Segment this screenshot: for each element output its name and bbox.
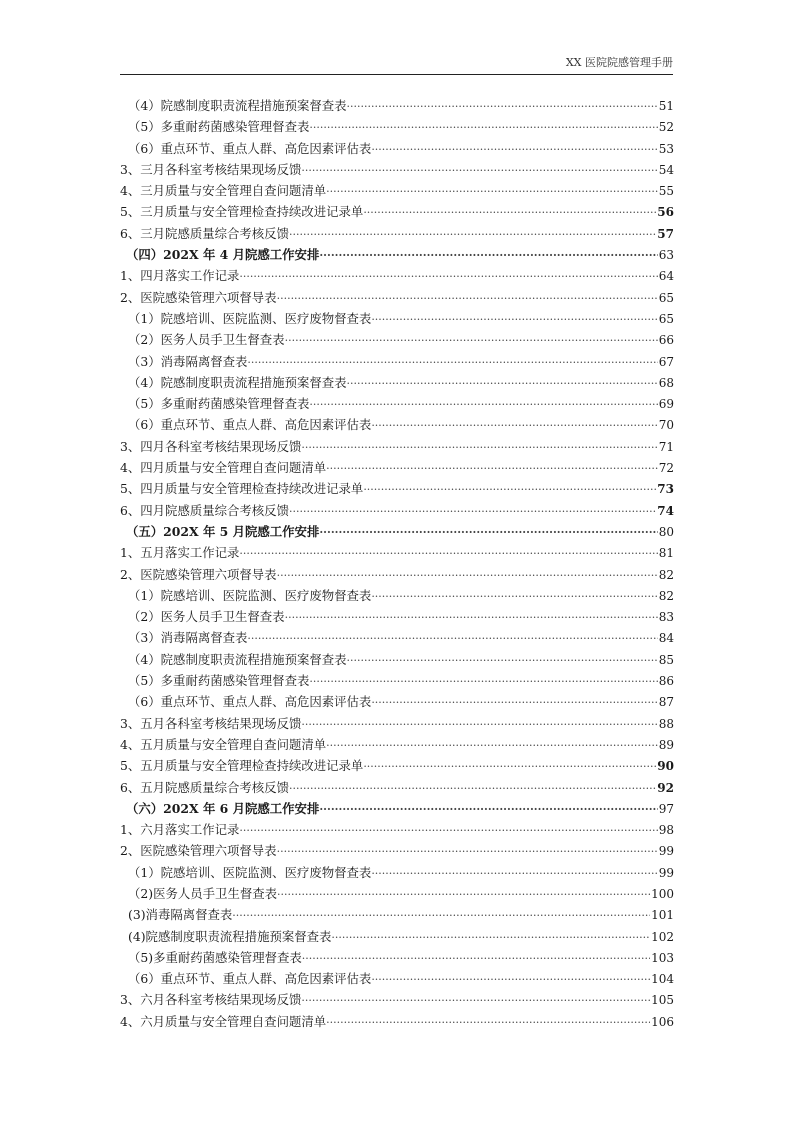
toc-entry[interactable] [120,586,674,607]
toc-entry[interactable] [120,330,674,351]
toc-entry-label: 6、三月院感质量综合考核反馈 [120,225,289,241]
toc-dot-leader [363,483,656,496]
toc-entry[interactable] [120,139,674,160]
toc-entry[interactable] [120,437,674,458]
toc-page-number: 57 [657,226,674,241]
toc-dot-leader [326,1016,650,1029]
toc-entry[interactable] [120,458,674,479]
toc-entry-label: 2、医院感染管理六项督导表 [120,843,277,859]
toc-page-number: 81 [658,546,674,561]
toc-dot-leader [371,973,650,986]
toc-dot-leader [285,334,658,347]
toc-page-number: 103 [651,950,674,965]
toc-dot-leader [285,611,658,624]
toc-entry-label: （2）医务人员手卫生督查表 [128,332,285,348]
toc-page-number: 98 [658,823,674,838]
toc-entry[interactable] [120,735,674,756]
toc-entry[interactable] [120,543,674,564]
toc-entry-label: 6、四月院感质量综合考核反馈 [120,502,289,518]
toc-entry-label: （1）院感培训、医院监测、医疗废物督查表 [128,587,372,603]
toc-dot-leader [363,206,656,219]
toc-dot-leader [326,739,658,752]
toc-dot-leader [239,547,657,560]
toc-dot-leader [319,526,657,539]
toc-entry-label: 2、医院感染管理六项督导表 [120,289,277,305]
toc-page-number: 72 [658,461,674,476]
toc-entry-label: 1、五月落实工作记录 [120,545,240,561]
toc-dot-leader [302,952,650,965]
toc-entry-label: （2)医务人员手卫生督查表 [128,885,278,901]
toc-entry[interactable] [120,778,674,799]
toc-entry[interactable] [120,799,674,820]
toc-dot-leader [301,718,657,731]
toc-page-number: 106 [651,1014,674,1029]
toc-entry[interactable] [120,990,674,1011]
toc-dot-leader [289,505,656,518]
toc-dot-leader [319,249,657,262]
toc-page-number: 54 [658,162,674,177]
toc-entry[interactable] [120,948,674,969]
toc-entry[interactable] [120,415,674,436]
toc-entry-label: （2）医务人员手卫生督查表 [128,609,285,625]
toc-page-number: 65 [658,311,674,326]
toc-entry[interactable] [120,905,674,926]
toc-page-number: 82 [658,567,674,582]
toc-entry-label: 3、三月各科室考核结果现场反馈 [120,161,302,177]
toc-dot-leader [371,590,657,603]
toc-page-number: 88 [658,716,674,731]
toc-dot-leader [371,867,657,880]
toc-dot-leader [301,164,657,177]
toc-entry-label: （1）院感培训、医院监测、医疗废物督查表 [128,310,372,326]
toc-dot-leader [232,909,650,922]
toc-page-number: 85 [658,652,674,667]
toc-page-number: 102 [651,929,674,944]
toc-entry[interactable] [120,927,674,948]
toc-entry[interactable] [120,756,674,777]
toc-entry[interactable] [120,820,674,841]
toc-dot-leader [331,931,650,944]
toc-entry-label: （5）多重耐药菌感染管理督查表 [128,119,310,135]
toc-entry[interactable] [120,692,674,713]
toc-page-number: 67 [658,354,674,369]
toc-dot-leader [301,441,657,454]
toc-entry-label: 4、五月质量与安全管理自查问题清单 [120,736,327,752]
toc-entry[interactable] [120,373,674,394]
toc-dot-leader [371,143,657,156]
toc-entry[interactable] [120,160,674,181]
toc-page-number: 73 [657,482,674,497]
toc-dot-leader [371,696,657,709]
toc-entry-label: （3）消毒隔离督查表 [128,630,248,646]
toc-entry[interactable] [120,394,674,415]
toc-entry-label: （六）202X 年 6 月院感工作安排 [126,800,320,816]
toc-page-number: 101 [651,908,674,923]
toc-page-number: 64 [658,269,674,284]
toc-entry-label: 5、三月质量与安全管理检查持续改进记录单 [120,204,364,220]
toc-entry[interactable] [120,501,674,522]
toc-page-number: 63 [658,248,674,263]
toc-entry[interactable] [120,884,674,905]
toc-dot-leader [371,313,657,326]
toc-entry-label: （5)多重耐药菌感染管理督查表 [128,949,302,965]
toc-entry-label: 1、六月落实工作记录 [120,822,240,838]
toc-entry-label: （6）重点环节、重点人群、高危因素评估表 [128,694,372,710]
toc-entry-label: （五）202X 年 5 月院感工作安排 [126,523,320,539]
toc-dot-leader [326,185,658,198]
page-header [120,52,673,75]
toc-entry-label: (3)消毒隔离督查表 [128,907,233,923]
toc-page-number: 104 [651,972,674,987]
toc-entry[interactable] [120,714,674,735]
toc-entry[interactable] [120,309,674,330]
toc-page-number: 100 [651,886,674,901]
header-title: XX 医院院感管理手册 [565,56,673,69]
toc-entry-label: 5、四月质量与安全管理检查持续改进记录单 [120,481,364,497]
toc-dot-leader [301,994,650,1007]
toc-entry[interactable] [120,266,674,287]
toc-entry-label: （3）消毒隔离督查表 [128,353,248,369]
toc-page-number: 99 [658,844,674,859]
toc-entry-label: 5、五月质量与安全管理检查持续改进记录单 [120,758,364,774]
toc-dot-leader [347,377,658,390]
toc-entry-label: 1、四月落实工作记录 [120,268,240,284]
toc-entry-label: （5）多重耐药菌感染管理督查表 [128,396,310,412]
toc-page-number: 70 [658,418,674,433]
toc-dot-leader [247,356,657,369]
toc-dot-leader [309,121,657,134]
toc-entry-label: （6）重点环节、重点人群、高危因素评估表 [128,417,372,433]
toc-dot-leader [277,292,658,305]
toc-entry-label: 4、四月质量与安全管理自查问题清单 [120,460,327,476]
toc-dot-leader [239,824,657,837]
toc-dot-leader [247,632,657,645]
table-of-contents [120,96,674,1033]
toc-entry-label: 6、五月院感质量综合考核反馈 [120,779,289,795]
toc-entry[interactable] [120,607,674,628]
toc-dot-leader [289,782,656,795]
toc-page-number: 55 [658,184,674,199]
toc-entry-label: (4)院感制度职责流程措施预案督查表 [128,928,332,944]
toc-entry[interactable] [120,671,674,692]
toc-entry-label: 3、四月各科室考核结果现场反馈 [120,438,302,454]
toc-entry-label: （4）院感制度职责流程措施预案督查表 [128,651,347,667]
toc-entry-label: （5）多重耐药菌感染管理督查表 [128,673,310,689]
toc-page-number: 52 [658,120,674,135]
toc-entry-label: 4、三月质量与安全管理自查问题清单 [120,183,327,199]
toc-page-number: 68 [658,375,674,390]
toc-page-number: 99 [658,865,674,880]
toc-dot-leader [309,398,657,411]
toc-dot-leader [363,760,656,773]
toc-page-number: 74 [657,503,674,518]
toc-entry[interactable] [120,202,674,223]
toc-page-number: 87 [658,695,674,710]
toc-entry[interactable] [120,863,674,884]
toc-entry[interactable] [120,181,674,202]
toc-page-number: 69 [658,397,674,412]
toc-dot-leader [319,803,657,816]
toc-entry-label: （6）重点环节、重点人群、高危因素评估表 [128,140,372,156]
toc-entry-label: 3、六月各科室考核结果现场反馈 [120,992,302,1008]
toc-page-number: 71 [658,439,674,454]
toc-dot-leader [326,462,658,475]
toc-entry[interactable] [120,224,674,245]
toc-dot-leader [277,888,650,901]
toc-page-number: 83 [658,610,674,625]
toc-dot-leader [289,228,656,241]
toc-page-number: 65 [658,290,674,305]
toc-page-number: 86 [658,674,674,689]
toc-page-number: 82 [658,588,674,603]
toc-entry[interactable] [120,288,674,309]
toc-page-number: 80 [658,524,674,539]
toc-entry[interactable] [120,479,674,500]
toc-entry-label: （4）院感制度职责流程措施预案督查表 [128,374,347,390]
toc-dot-leader [347,654,658,667]
toc-entry-label: （四）202X 年 4 月院感工作安排 [126,247,320,263]
toc-entry-label: （6）重点环节、重点人群、高危因素评估表 [128,971,372,987]
toc-page-number: 53 [658,141,674,156]
toc-dot-leader [371,419,657,432]
toc-entry-label: 3、五月各科室考核结果现场反馈 [120,715,302,731]
toc-entry[interactable] [120,841,674,862]
toc-dot-leader [347,100,658,113]
toc-entry[interactable] [120,96,674,117]
toc-page-number: 84 [658,631,674,646]
toc-page-number: 105 [651,993,674,1008]
toc-page-number: 66 [658,333,674,348]
toc-entry[interactable] [120,650,674,671]
toc-entry[interactable] [120,969,674,990]
toc-page-number: 56 [657,205,674,220]
toc-dot-leader [309,675,657,688]
toc-page-number: 90 [657,759,674,774]
toc-entry-label: 2、医院感染管理六项督导表 [120,566,277,582]
toc-entry[interactable] [120,628,674,649]
toc-dot-leader [277,845,658,858]
toc-entry-label: （4）院感制度职责流程措施预案督查表 [128,98,347,113]
toc-page-number: 51 [658,99,674,113]
toc-dot-leader [239,270,657,283]
toc-entry[interactable] [120,245,674,266]
toc-page-number: 97 [658,801,674,816]
toc-entry[interactable] [120,565,674,586]
toc-entry[interactable] [120,522,674,543]
toc-entry[interactable] [120,1012,674,1033]
toc-page-number: 89 [658,737,674,752]
toc-entry-label: （1）院感培训、医院监测、医疗废物督查表 [128,864,372,880]
toc-page-number: 92 [657,780,674,795]
toc-entry[interactable] [120,352,674,373]
toc-entry-label: 4、六月质量与安全管理自查问题清单 [120,1013,327,1029]
toc-dot-leader [277,569,658,582]
toc-entry[interactable] [120,117,674,138]
